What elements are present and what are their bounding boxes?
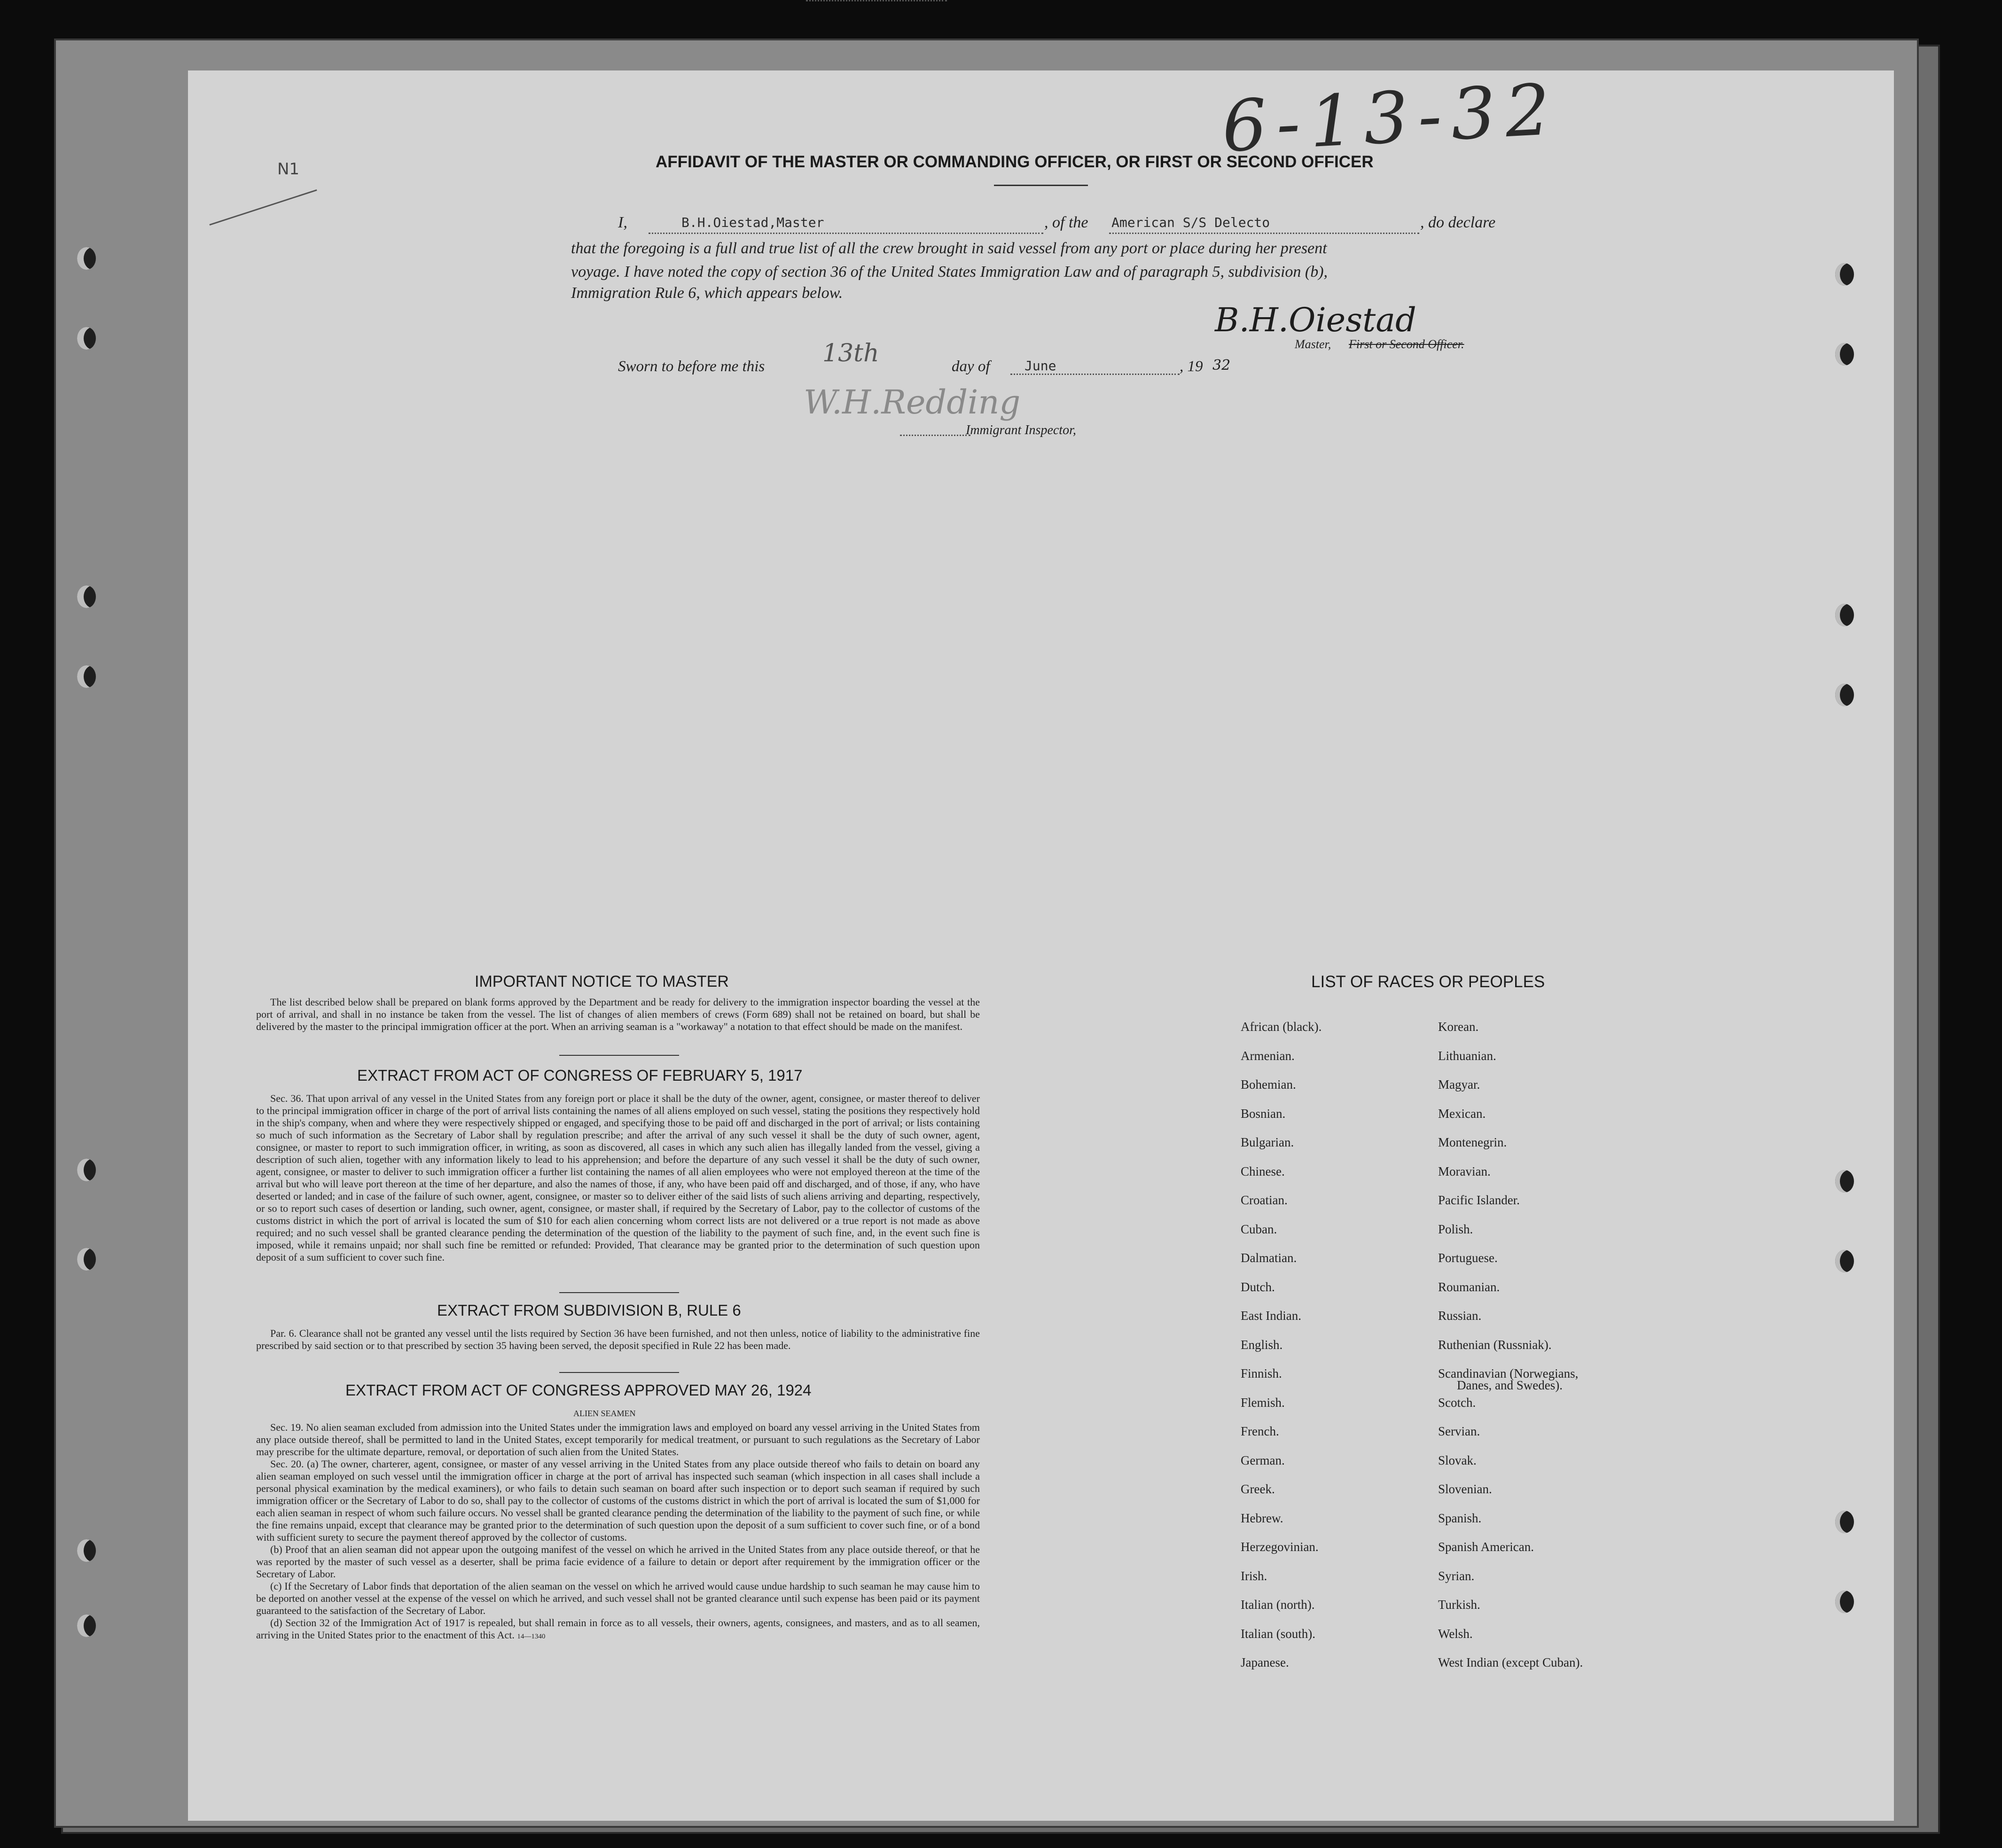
race-item: Scotch. xyxy=(1438,1395,1476,1410)
inspector-line xyxy=(900,435,970,436)
race-item: Korean. xyxy=(1438,1020,1479,1034)
punch-hole xyxy=(1835,263,1854,286)
month-value: June xyxy=(1024,358,1056,374)
sec-20b xyxy=(256,1544,980,1580)
punch-hole xyxy=(77,665,96,688)
race-item: Pacific Islander. xyxy=(1438,1193,1520,1207)
master-name: B.H.Oiestad,Master xyxy=(681,215,824,230)
notice-text xyxy=(256,996,980,1033)
races-left-column xyxy=(1241,1020,1322,1684)
race-item: Bosnian. xyxy=(1241,1106,1286,1121)
notice-paragraph: The list described below shall be prepared on blank forms approved by the Department and be ready for delivery to the immigration inspector boarding the vessel at the port of arrival, and shall in no instance be taken from the vessel. The list of changes of alien members of crews (Form 689) shall not be retained on board, but shall be delivered by the master to the principal immigration officer at the port. When an arriving seaman is a "workaway" a notation to that effect should be made on the manifest. xyxy=(256,996,980,1032)
race-item: Armenian. xyxy=(1241,1048,1295,1063)
race-item: Turkish. xyxy=(1438,1598,1480,1612)
vessel-name: American S/S Delecto xyxy=(1111,215,1270,230)
punch-hole xyxy=(77,247,96,270)
race-item: Slovak. xyxy=(1438,1453,1477,1467)
day-line xyxy=(806,0,947,1)
race-item: Scandinavian (Norwegians, xyxy=(1438,1366,1579,1380)
day-value: 13th xyxy=(822,339,879,367)
punch-hole xyxy=(77,1539,96,1562)
punch-hole xyxy=(1835,1511,1854,1533)
race-item: Russian. xyxy=(1438,1309,1482,1323)
i-label: I, xyxy=(618,214,627,231)
punch-hole xyxy=(77,1614,96,1637)
section-rule xyxy=(559,1292,679,1293)
sec-19 xyxy=(256,1421,980,1458)
sec-20b-text: (b) Proof that an alien seaman did not appear upon the outgoing manifest of the vessel on which he arrived in the United States from any place outside thereof, or that he was reported by the master of such vessel as a deserter, shall be prima facie evidence of a failure to detain or deport after requirement by the immigration officer or the Secretary of Labor. xyxy=(256,1544,980,1580)
sec-19-text: Sec. 19. No alien seaman excluded from admission into the United States under the immigration laws and employed on board any vessel arriving in the United States from any place outside thereof, shall be permitted to land in the United States, except temporarily for medical treatment, or pursuant to such regulations as the Secretary of Labor may prescribe for the ultimate departure, removal, or deportation of such alien from the United States. xyxy=(256,1421,980,1458)
race-item: Herzegovinian. xyxy=(1241,1540,1319,1554)
sec-20a xyxy=(256,1458,980,1544)
affidavit-line-3: voyage. I have noted the copy of section 36 of the United States Immigration Law and of paragraph 5, subdivision (b), xyxy=(571,263,1328,281)
master-signature: B.H.Oiestad xyxy=(1215,301,1416,339)
name-line xyxy=(649,233,1043,234)
races-right-column xyxy=(1438,1020,1583,1684)
race-item: Spanish American. xyxy=(1438,1540,1534,1554)
punch-hole xyxy=(77,585,96,608)
punch-hole xyxy=(77,1248,96,1271)
race-item: Bohemian. xyxy=(1241,1077,1296,1092)
affidavit-line-4: Immigration Rule 6, which appears below. xyxy=(571,284,843,302)
extract-1924-text xyxy=(256,1421,980,1643)
race-item: Cuban. xyxy=(1241,1222,1277,1236)
title-rule xyxy=(994,185,1088,186)
race-item: African (black). xyxy=(1241,1020,1322,1034)
race-item: Greek. xyxy=(1241,1482,1275,1496)
race-item: Mexican. xyxy=(1438,1106,1486,1121)
extract-rule6-paragraph: Par. 6. Clearance shall not be granted any vessel until the lists required by Section 36 have been furnished, and not then unless, notice of liability to the administrative fine prescribed by said section or to that prescribed by section 35 having been served, the deposit specified in Rule 22 has been made. xyxy=(256,1327,980,1351)
race-item: Dutch. xyxy=(1241,1279,1275,1294)
inspector-label: Immigrant Inspector, xyxy=(966,423,1076,437)
race-item: Flemish. xyxy=(1241,1395,1285,1410)
punch-hole xyxy=(1835,343,1854,366)
section-rule xyxy=(559,1055,679,1056)
race-item-wrap xyxy=(1438,1366,1583,1396)
sec-20d xyxy=(256,1617,980,1643)
race-item: Portuguese. xyxy=(1438,1251,1498,1265)
race-item: Japanese. xyxy=(1241,1655,1289,1669)
race-item: East Indian. xyxy=(1241,1309,1301,1323)
race-item: Croatian. xyxy=(1241,1193,1288,1207)
sec-20a-text: Sec. 20. (a) The owner, charterer, agent, consignee, or master of any vessel arriving in the United States from any place outside thereof who fails to detain on board any alien seaman employed on such vessel until the immigration officer in charge at the port of arrival has inspected such seaman (which inspection in all cases shall include a personal physical examination by the medical examiners), or who fails to detain such seaman on board after such inspection or to deport such seaman if required by such immigration officer or the Secretary of Labor to do so, shall pay to the collector of customs of the customs district in which the port of arrival is located the sum of $1,000 for each alien seaman in respect of whom such failure occurs. No vessel shall be granted clearance pending the determination of the liability to the payment of such fine, or while the fine remains unpaid, except that clearance may be granted prior to the determination of such question upon the deposit of a sum sufficient to cover such fine, or of a bond with sufficient surety to secure the payment thereof approved by the collector of customs. xyxy=(256,1458,980,1543)
race-item: Magyar. xyxy=(1438,1077,1480,1092)
master-label: Master, xyxy=(1295,337,1331,351)
month-line xyxy=(1010,374,1180,375)
pencil-stroke xyxy=(209,189,317,226)
race-item: Lithuanian. xyxy=(1438,1048,1496,1063)
extract-rule6-text xyxy=(256,1327,980,1352)
extract-1917-text xyxy=(256,1092,980,1263)
sec-20c-text: (c) If the Secretary of Labor finds that deportation of the alien seaman on the vessel on which he arrived would cause undue hardship to such seaman he may cause him to be deported on another vessel at the expense of the vessel on which he arrived, and such vessel shall not be granted clearance until such expense has been paid or its payment guaranteed to the satisfaction of the Secretary of Labor. xyxy=(256,1580,980,1616)
sworn-label: Sworn to before me this xyxy=(618,358,765,375)
race-item: Moravian. xyxy=(1438,1164,1491,1178)
race-item: French. xyxy=(1241,1424,1279,1438)
struck-officer-label: First or Second Officer. xyxy=(1349,337,1464,351)
race-item: Syrian. xyxy=(1438,1568,1475,1583)
sec-20d-text: (d) Section 32 of the Immigration Act of 1917 is repealed, but shall remain in force as to all vessels, their owners, agents, consignees, and masters, and as to all seamen, arriving in the United States prior to the enactment of this Act. xyxy=(256,1617,980,1641)
race-item: English. xyxy=(1241,1337,1283,1352)
punch-hole xyxy=(1835,684,1854,706)
race-item: German. xyxy=(1241,1453,1285,1467)
punch-hole xyxy=(77,327,96,350)
stray-mark: N1 xyxy=(277,160,300,179)
race-item: Servian. xyxy=(1438,1424,1480,1438)
year-prefix: , 19 xyxy=(1180,358,1203,375)
form-number: 14—1340 xyxy=(517,1633,546,1640)
race-item: Hebrew. xyxy=(1241,1511,1283,1525)
race-item: Ruthenian (Russniak). xyxy=(1438,1337,1552,1352)
race-item: Roumanian. xyxy=(1438,1279,1500,1294)
punch-hole xyxy=(1835,1591,1854,1613)
extract-1917-title: EXTRACT FROM ACT OF CONGRESS OF FEBRUARY 5, 1917 xyxy=(357,1067,803,1084)
race-item: Welsh. xyxy=(1438,1626,1473,1641)
race-item: Finnish. xyxy=(1241,1366,1282,1380)
notice-title: IMPORTANT NOTICE TO MASTER xyxy=(475,973,729,990)
do-declare-label: , do declare xyxy=(1420,214,1496,231)
race-item: Montenegrin. xyxy=(1438,1135,1507,1149)
of-the-label: , of the xyxy=(1044,214,1088,231)
inspector-signature: W.H.Redding xyxy=(804,383,1021,421)
vessel-line xyxy=(1109,233,1419,234)
race-item: Bulgarian. xyxy=(1241,1135,1294,1149)
section-rule xyxy=(559,1372,679,1373)
race-item: Spanish. xyxy=(1438,1511,1482,1525)
punch-hole xyxy=(1835,1250,1854,1272)
pencil-date-mark: 6-13-32 xyxy=(1220,69,1562,168)
punch-hole xyxy=(1835,604,1854,626)
sec-20c xyxy=(256,1580,980,1617)
race-item: West Indian (except Cuban). xyxy=(1438,1655,1583,1669)
extract-rule6-title: EXTRACT FROM SUBDIVISION B, RULE 6 xyxy=(437,1302,741,1319)
race-item: Italian (north). xyxy=(1241,1598,1315,1612)
race-item: Polish. xyxy=(1438,1222,1473,1236)
races-title: LIST OF RACES OR PEOPLES xyxy=(1311,973,1545,991)
race-item: Chinese. xyxy=(1241,1164,1285,1178)
alien-seamen-subtitle: ALIEN SEAMEN xyxy=(573,1409,636,1418)
extract-1924-title: EXTRACT FROM ACT OF CONGRESS APPROVED MAY 26, 1924 xyxy=(345,1381,812,1399)
punch-hole xyxy=(1835,1170,1854,1193)
punch-hole xyxy=(77,1159,96,1181)
race-item: Italian (south). xyxy=(1241,1626,1315,1641)
affidavit-line-2: that the foregoing is a full and true list of all the crew brought in said vessel from any port or place during her present xyxy=(571,240,1327,257)
race-item: Slovenian. xyxy=(1438,1482,1492,1496)
extract-1917-paragraph: Sec. 36. That upon arrival of any vessel in the United States from any foreign port or place it shall be the duty of the owner, agent, consignee, or master thereof to deliver to the principal immigration officer in charge of the port of arrival lists containing the names of all aliens employed on such vessel, stating the positions they respectively hold in the ship's company, when and where they were respectively shipped or engaged, and specifying those to be paid off and discharged in the port of arrival; or lists containing so much of such information as the Secretary of Labor shall by regulation prescribe; and after the arrival of any such vessel it shall be the duty of such owner, agent, consignee, or master to report to such immigration officer, in writing, as soon as discovered, all cases in which any such alien has illegally landed from the vessel, giving a description of such alien, together with any information likely to lead to his apprehension; and before the departure of any such vessel it shall be the duty of such owner, agent, consignee, or master to deliver to such immigration officer a further list containing the names of all alien employees who were not employed thereon at the time of the arrival but who will leave port thereon at the time of her departure, and also the names of those, if any, who have been paid off and discharged, and of those, if any, who have deserted or landed; and in case of the failure of such owner, agent, consignee, or master so to deliver either of the said lists of such aliens arriving and departing, respectively, or so to report such cases of desertion or landing, such owner, agent, consignee, or master shall, if required by the Secretary of Labor, pay to the collector of customs of the customs district in which the port of arrival is located the sum of $10 for each alien concerning whom correct lists are not delivered or a true report is not made as above required; and no such vessel shall be granted clearance pending the determination of the question of the liability to the payment of such fine, and, in the event such fine is imposed, while it remains unpaid; nor shall such fine be remitted or refunded: Provided, That clearance may be granted prior to the determination of such question upon deposit of a sum sufficient to cover such fine. xyxy=(256,1092,980,1263)
race-item: Dalmatian. xyxy=(1241,1251,1297,1265)
day-of-label: day of xyxy=(952,358,990,375)
race-item: Irish. xyxy=(1241,1568,1267,1583)
affidavit-title: AFFIDAVIT OF THE MASTER OR COMMANDING OFFICER, OR FIRST OR SECOND OFFICER xyxy=(656,153,1374,171)
year-suffix: 32 xyxy=(1212,357,1231,374)
race-item-continuation: Danes, and Swedes). xyxy=(1457,1378,1563,1392)
